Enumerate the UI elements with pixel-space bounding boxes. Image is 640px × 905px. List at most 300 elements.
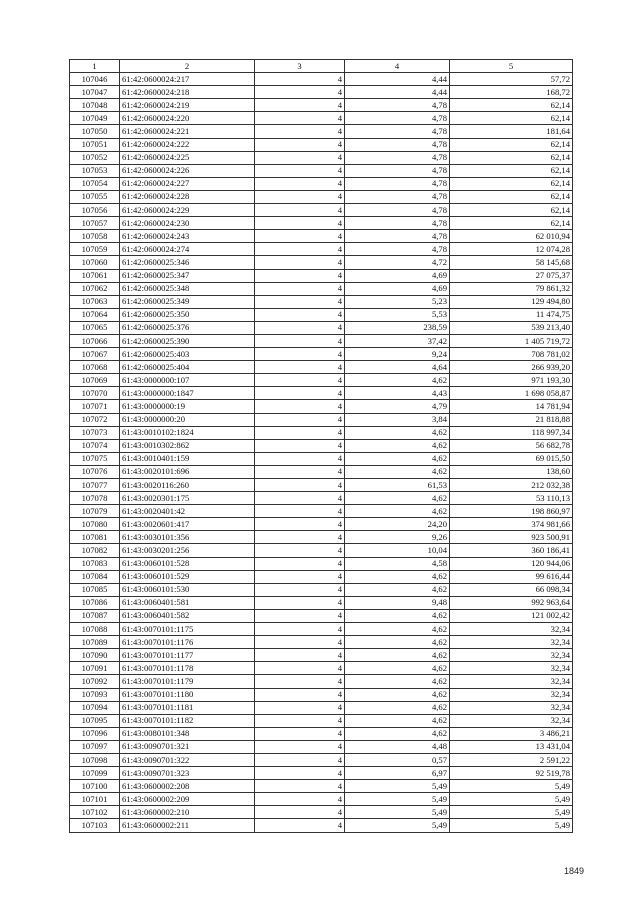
value-cell: 4,62 (345, 701, 450, 714)
category-cell: 4 (255, 623, 345, 636)
category-cell: 4 (255, 387, 345, 400)
category-cell: 4 (255, 727, 345, 740)
cadastral-number-cell: 61:43:0030201:256 (120, 544, 255, 557)
row-number-cell: 107053 (70, 164, 120, 177)
table-row (70, 99, 573, 112)
amount-cell: 62,14 (450, 177, 573, 190)
value-cell: 4,62 (345, 675, 450, 688)
cadastral-number-cell: 61:43:0090701:321 (120, 740, 255, 753)
amount-cell: 539 213,40 (450, 321, 573, 334)
row-number-cell: 107103 (70, 819, 120, 832)
category-cell: 4 (255, 308, 345, 321)
table-row (70, 348, 573, 361)
table-row (70, 623, 573, 636)
table-row (70, 662, 573, 675)
amount-cell: 138,60 (450, 465, 573, 478)
category-cell: 4 (255, 269, 345, 282)
cadastral-number-cell: 61:42:0600025:404 (120, 361, 255, 374)
amount-cell: 32,34 (450, 701, 573, 714)
table-row (70, 714, 573, 727)
amount-cell: 181,64 (450, 125, 573, 138)
cadastral-number-cell: 61:43:0000000:107 (120, 374, 255, 387)
cadastral-number-cell: 61:43:0090701:323 (120, 767, 255, 780)
amount-cell: 32,34 (450, 623, 573, 636)
category-cell: 4 (255, 636, 345, 649)
row-number-cell: 107090 (70, 649, 120, 662)
column-header: 5 (450, 60, 573, 73)
value-cell: 5,49 (345, 819, 450, 832)
amount-cell: 11 474,75 (450, 308, 573, 321)
cadastral-number-cell: 61:43:0070101:1176 (120, 636, 255, 649)
table-row (70, 727, 573, 740)
amount-cell: 360 186,41 (450, 544, 573, 557)
amount-cell: 1 405 719,72 (450, 334, 573, 347)
table-row (70, 439, 573, 452)
table-row (70, 518, 573, 531)
row-number-cell: 107059 (70, 243, 120, 256)
cadastral-number-cell: 61:42:0600024:225 (120, 151, 255, 164)
row-number-cell: 107049 (70, 112, 120, 125)
amount-cell: 56 682,78 (450, 439, 573, 452)
cadastral-number-cell: 61:43:0010102:1824 (120, 426, 255, 439)
amount-cell: 62,14 (450, 217, 573, 230)
table-row (70, 217, 573, 230)
row-number-cell: 107073 (70, 426, 120, 439)
table-row (70, 583, 573, 596)
category-cell: 4 (255, 400, 345, 413)
amount-cell: 266 939,20 (450, 361, 573, 374)
row-number-cell: 107070 (70, 387, 120, 400)
cadastral-number-cell: 61:43:0020101:696 (120, 465, 255, 478)
amount-cell: 53 110,13 (450, 492, 573, 505)
value-cell: 4,62 (345, 452, 450, 465)
table-row (70, 204, 573, 217)
amount-cell: 1 698 058,87 (450, 387, 573, 400)
category-cell: 4 (255, 714, 345, 727)
table-row (70, 177, 573, 190)
cadastral-number-cell: 61:42:0600024:228 (120, 190, 255, 203)
value-cell: 9,48 (345, 596, 450, 609)
cadastral-number-cell: 61:43:0070101:1180 (120, 688, 255, 701)
category-cell: 4 (255, 125, 345, 138)
value-cell: 4,78 (345, 177, 450, 190)
amount-cell: 198 860,97 (450, 505, 573, 518)
amount-cell: 923 500,91 (450, 531, 573, 544)
cadastral-number-cell: 61:43:0600002:211 (120, 819, 255, 832)
row-number-cell: 107084 (70, 570, 120, 583)
value-cell: 4,78 (345, 99, 450, 112)
value-cell: 238,59 (345, 321, 450, 334)
value-cell: 4,43 (345, 387, 450, 400)
cadastral-number-cell: 61:43:0060401:582 (120, 609, 255, 622)
value-cell: 4,48 (345, 740, 450, 753)
amount-cell: 14 781,94 (450, 400, 573, 413)
cadastral-number-cell: 61:42:0600024:230 (120, 217, 255, 230)
row-number-cell: 107092 (70, 675, 120, 688)
cadastral-number-cell: 61:43:0070101:1182 (120, 714, 255, 727)
category-cell: 4 (255, 518, 345, 531)
amount-cell: 32,34 (450, 636, 573, 649)
table-row (70, 164, 573, 177)
table-row (70, 819, 573, 832)
category-cell: 4 (255, 465, 345, 478)
row-number-cell: 107085 (70, 583, 120, 596)
row-number-cell: 107100 (70, 780, 120, 793)
table-row (70, 492, 573, 505)
category-cell: 4 (255, 740, 345, 753)
category-cell: 4 (255, 570, 345, 583)
cadastral-number-cell: 61:42:0600024:217 (120, 73, 255, 86)
amount-cell: 62 010,94 (450, 230, 573, 243)
cadastral-number-cell: 61:43:0020401:42 (120, 505, 255, 518)
category-cell: 4 (255, 138, 345, 151)
value-cell: 4,62 (345, 570, 450, 583)
category-cell: 4 (255, 230, 345, 243)
amount-cell: 5,49 (450, 819, 573, 832)
amount-cell: 32,34 (450, 688, 573, 701)
amount-cell: 13 431,04 (450, 740, 573, 753)
amount-cell: 3 486,21 (450, 727, 573, 740)
value-cell: 4,78 (345, 151, 450, 164)
cadastral-number-cell: 61:43:0600002:209 (120, 793, 255, 806)
cadastral-number-cell: 61:43:0070101:1175 (120, 623, 255, 636)
amount-cell: 708 781,02 (450, 348, 573, 361)
value-cell: 9,24 (345, 348, 450, 361)
category-cell: 4 (255, 793, 345, 806)
row-number-cell: 107080 (70, 518, 120, 531)
cadastral-number-cell: 61:43:0020301:175 (120, 492, 255, 505)
cadastral-number-cell: 61:42:0600025:350 (120, 308, 255, 321)
category-cell: 4 (255, 348, 345, 361)
category-cell: 4 (255, 374, 345, 387)
amount-cell: 32,34 (450, 649, 573, 662)
value-cell: 4,62 (345, 439, 450, 452)
row-number-cell: 107089 (70, 636, 120, 649)
cadastral-number-cell: 61:42:0600025:376 (120, 321, 255, 334)
category-cell: 4 (255, 112, 345, 125)
table-row (70, 767, 573, 780)
row-number-cell: 107075 (70, 452, 120, 465)
table-row (70, 269, 573, 282)
value-cell: 4,78 (345, 138, 450, 151)
value-cell: 4,78 (345, 125, 450, 138)
cadastral-number-cell: 61:43:0600002:210 (120, 806, 255, 819)
cadastral-number-cell: 61:43:0060401:581 (120, 596, 255, 609)
table-row (70, 321, 573, 334)
value-cell: 4,62 (345, 727, 450, 740)
category-cell: 4 (255, 426, 345, 439)
row-number-cell: 107052 (70, 151, 120, 164)
value-cell: 4,62 (345, 492, 450, 505)
category-cell: 4 (255, 596, 345, 609)
cadastral-number-cell: 61:42:0600024:226 (120, 164, 255, 177)
table-row (70, 374, 573, 387)
cadastral-number-cell: 61:43:0010401:159 (120, 452, 255, 465)
value-cell: 37,42 (345, 334, 450, 347)
table-row (70, 753, 573, 766)
value-cell: 61,53 (345, 479, 450, 492)
cadastral-number-cell: 61:42:0600024:229 (120, 204, 255, 217)
row-number-cell: 107063 (70, 295, 120, 308)
category-cell: 4 (255, 295, 345, 308)
row-number-cell: 107101 (70, 793, 120, 806)
table-row (70, 112, 573, 125)
category-cell: 4 (255, 151, 345, 164)
row-number-cell: 107050 (70, 125, 120, 138)
amount-cell: 5,49 (450, 780, 573, 793)
table-row (70, 334, 573, 347)
table-row (70, 609, 573, 622)
row-number-cell: 107095 (70, 714, 120, 727)
value-cell: 4,62 (345, 649, 450, 662)
category-cell: 4 (255, 217, 345, 230)
amount-cell: 992 963,64 (450, 596, 573, 609)
table-row (70, 649, 573, 662)
row-number-cell: 107056 (70, 204, 120, 217)
category-cell: 4 (255, 662, 345, 675)
amount-cell: 32,34 (450, 662, 573, 675)
cadastral-number-cell: 61:43:0010302:862 (120, 439, 255, 452)
amount-cell: 129 494,80 (450, 295, 573, 308)
value-cell: 3,84 (345, 413, 450, 426)
row-number-cell: 107067 (70, 348, 120, 361)
amount-cell: 62,14 (450, 99, 573, 112)
amount-cell: 374 981,66 (450, 518, 573, 531)
value-cell: 4,78 (345, 164, 450, 177)
table-header-row (70, 60, 573, 73)
table-row (70, 282, 573, 295)
row-number-cell: 107098 (70, 753, 120, 766)
table-row (70, 295, 573, 308)
table-row (70, 256, 573, 269)
table-row (70, 557, 573, 570)
amount-cell: 57,72 (450, 73, 573, 86)
page-number: 1849 (563, 866, 584, 876)
category-cell: 4 (255, 479, 345, 492)
row-number-cell: 107065 (70, 321, 120, 334)
value-cell: 9,26 (345, 531, 450, 544)
category-cell: 4 (255, 452, 345, 465)
category-cell: 4 (255, 256, 345, 269)
row-number-cell: 107102 (70, 806, 120, 819)
table-row (70, 701, 573, 714)
cadastral-number-cell: 61:42:0600024:221 (120, 125, 255, 138)
cadastral-number-cell: 61:42:0600025:347 (120, 269, 255, 282)
row-number-cell: 107077 (70, 479, 120, 492)
cadastral-number-cell: 61:43:0080101:348 (120, 727, 255, 740)
category-cell: 4 (255, 583, 345, 596)
table-row (70, 387, 573, 400)
amount-cell: 62,14 (450, 190, 573, 203)
table-row (70, 361, 573, 374)
amount-cell: 5,49 (450, 793, 573, 806)
value-cell: 4,78 (345, 204, 450, 217)
table-row (70, 138, 573, 151)
table-row (70, 452, 573, 465)
amount-cell: 66 098,34 (450, 583, 573, 596)
cadastral-number-cell: 61:42:0600025:346 (120, 256, 255, 269)
value-cell: 5,49 (345, 806, 450, 819)
row-number-cell: 107087 (70, 609, 120, 622)
category-cell: 4 (255, 557, 345, 570)
value-cell: 4,62 (345, 426, 450, 439)
row-number-cell: 107062 (70, 282, 120, 295)
category-cell: 4 (255, 780, 345, 793)
cadastral-number-cell: 61:43:0000000:19 (120, 400, 255, 413)
row-number-cell: 107091 (70, 662, 120, 675)
category-cell: 4 (255, 544, 345, 557)
value-cell: 4,62 (345, 505, 450, 518)
table-row (70, 400, 573, 413)
row-number-cell: 107055 (70, 190, 120, 203)
value-cell: 4,78 (345, 217, 450, 230)
category-cell: 4 (255, 675, 345, 688)
value-cell: 4,62 (345, 636, 450, 649)
cadastral-number-cell: 61:42:0600025:390 (120, 334, 255, 347)
amount-cell: 58 145,68 (450, 256, 573, 269)
amount-cell: 21 818,88 (450, 413, 573, 426)
row-number-cell: 107099 (70, 767, 120, 780)
value-cell: 4,58 (345, 557, 450, 570)
category-cell: 4 (255, 701, 345, 714)
row-number-cell: 107097 (70, 740, 120, 753)
amount-cell: 12 074,28 (450, 243, 573, 256)
row-number-cell: 107072 (70, 413, 120, 426)
category-cell: 4 (255, 99, 345, 112)
cadastral-number-cell: 61:43:0000000:1847 (120, 387, 255, 400)
amount-cell: 99 616,44 (450, 570, 573, 583)
table-row (70, 688, 573, 701)
row-number-cell: 107068 (70, 361, 120, 374)
category-cell: 4 (255, 204, 345, 217)
value-cell: 4,78 (345, 190, 450, 203)
cadastral-number-cell: 61:42:0600024:220 (120, 112, 255, 125)
category-cell: 4 (255, 649, 345, 662)
table-row (70, 531, 573, 544)
cadastral-number-cell: 61:42:0600024:227 (120, 177, 255, 190)
amount-cell: 79 861,32 (450, 282, 573, 295)
row-number-cell: 107061 (70, 269, 120, 282)
category-cell: 4 (255, 439, 345, 452)
amount-cell: 62,14 (450, 164, 573, 177)
amount-cell: 120 944,06 (450, 557, 573, 570)
cadastral-number-cell: 61:42:0600025:403 (120, 348, 255, 361)
row-number-cell: 107093 (70, 688, 120, 701)
row-number-cell: 107064 (70, 308, 120, 321)
category-cell: 4 (255, 413, 345, 426)
value-cell: 4,62 (345, 583, 450, 596)
amount-cell: 971 193,30 (450, 374, 573, 387)
category-cell: 4 (255, 531, 345, 544)
value-cell: 24,20 (345, 518, 450, 531)
table-row (70, 806, 573, 819)
table-row (70, 151, 573, 164)
amount-cell: 62,14 (450, 112, 573, 125)
value-cell: 4,62 (345, 374, 450, 387)
column-header: 2 (120, 60, 255, 73)
value-cell: 5,23 (345, 295, 450, 308)
category-cell: 4 (255, 190, 345, 203)
cadastral-number-cell: 61:43:0600002:208 (120, 780, 255, 793)
category-cell: 4 (255, 609, 345, 622)
category-cell: 4 (255, 753, 345, 766)
amount-cell: 62,14 (450, 151, 573, 164)
cadastral-number-cell: 61:43:0060101:528 (120, 557, 255, 570)
table-row (70, 243, 573, 256)
category-cell: 4 (255, 492, 345, 505)
cadastral-number-cell: 61:43:0060101:529 (120, 570, 255, 583)
row-number-cell: 107074 (70, 439, 120, 452)
amount-cell: 121 002,42 (450, 609, 573, 622)
value-cell: 4,72 (345, 256, 450, 269)
value-cell: 4,78 (345, 243, 450, 256)
category-cell: 4 (255, 282, 345, 295)
cadastral-number-cell: 61:43:0070101:1178 (120, 662, 255, 675)
cadastral-number-cell: 61:42:0600024:243 (120, 230, 255, 243)
row-number-cell: 107096 (70, 727, 120, 740)
value-cell: 4,62 (345, 662, 450, 675)
table-row (70, 675, 573, 688)
amount-cell: 168,72 (450, 86, 573, 99)
table-row (70, 426, 573, 439)
table-row (70, 636, 573, 649)
table-row (70, 505, 573, 518)
table-row (70, 465, 573, 478)
table-row (70, 230, 573, 243)
amount-cell: 118 997,34 (450, 426, 573, 439)
column-header: 3 (255, 60, 345, 73)
column-header: 1 (70, 60, 120, 73)
table-row (70, 73, 573, 86)
value-cell: 4,79 (345, 400, 450, 413)
table-row (70, 793, 573, 806)
category-cell: 4 (255, 688, 345, 701)
value-cell: 5,49 (345, 793, 450, 806)
table-row (70, 479, 573, 492)
row-number-cell: 107048 (70, 99, 120, 112)
column-header: 4 (345, 60, 450, 73)
value-cell: 4,62 (345, 688, 450, 701)
category-cell: 4 (255, 806, 345, 819)
cadastral-number-cell: 61:42:0600025:348 (120, 282, 255, 295)
category-cell: 4 (255, 164, 345, 177)
table-row (70, 596, 573, 609)
amount-cell: 62,14 (450, 138, 573, 151)
category-cell: 4 (255, 177, 345, 190)
category-cell: 4 (255, 243, 345, 256)
category-cell: 4 (255, 73, 345, 86)
table-body (70, 73, 573, 832)
value-cell: 4,62 (345, 623, 450, 636)
amount-cell: 92 519,78 (450, 767, 573, 780)
row-number-cell: 107066 (70, 334, 120, 347)
amount-cell: 212 032,38 (450, 479, 573, 492)
table-row (70, 780, 573, 793)
amount-cell: 62,14 (450, 204, 573, 217)
data-table (69, 59, 573, 833)
category-cell: 4 (255, 361, 345, 374)
cadastral-number-cell: 61:42:0600024:218 (120, 86, 255, 99)
table-row (70, 544, 573, 557)
cadastral-number-cell: 61:43:0070101:1177 (120, 649, 255, 662)
row-number-cell: 107094 (70, 701, 120, 714)
row-number-cell: 107047 (70, 86, 120, 99)
category-cell: 4 (255, 86, 345, 99)
cadastral-number-cell: 61:43:0060101:530 (120, 583, 255, 596)
amount-cell: 32,34 (450, 714, 573, 727)
category-cell: 4 (255, 334, 345, 347)
value-cell: 5,49 (345, 780, 450, 793)
